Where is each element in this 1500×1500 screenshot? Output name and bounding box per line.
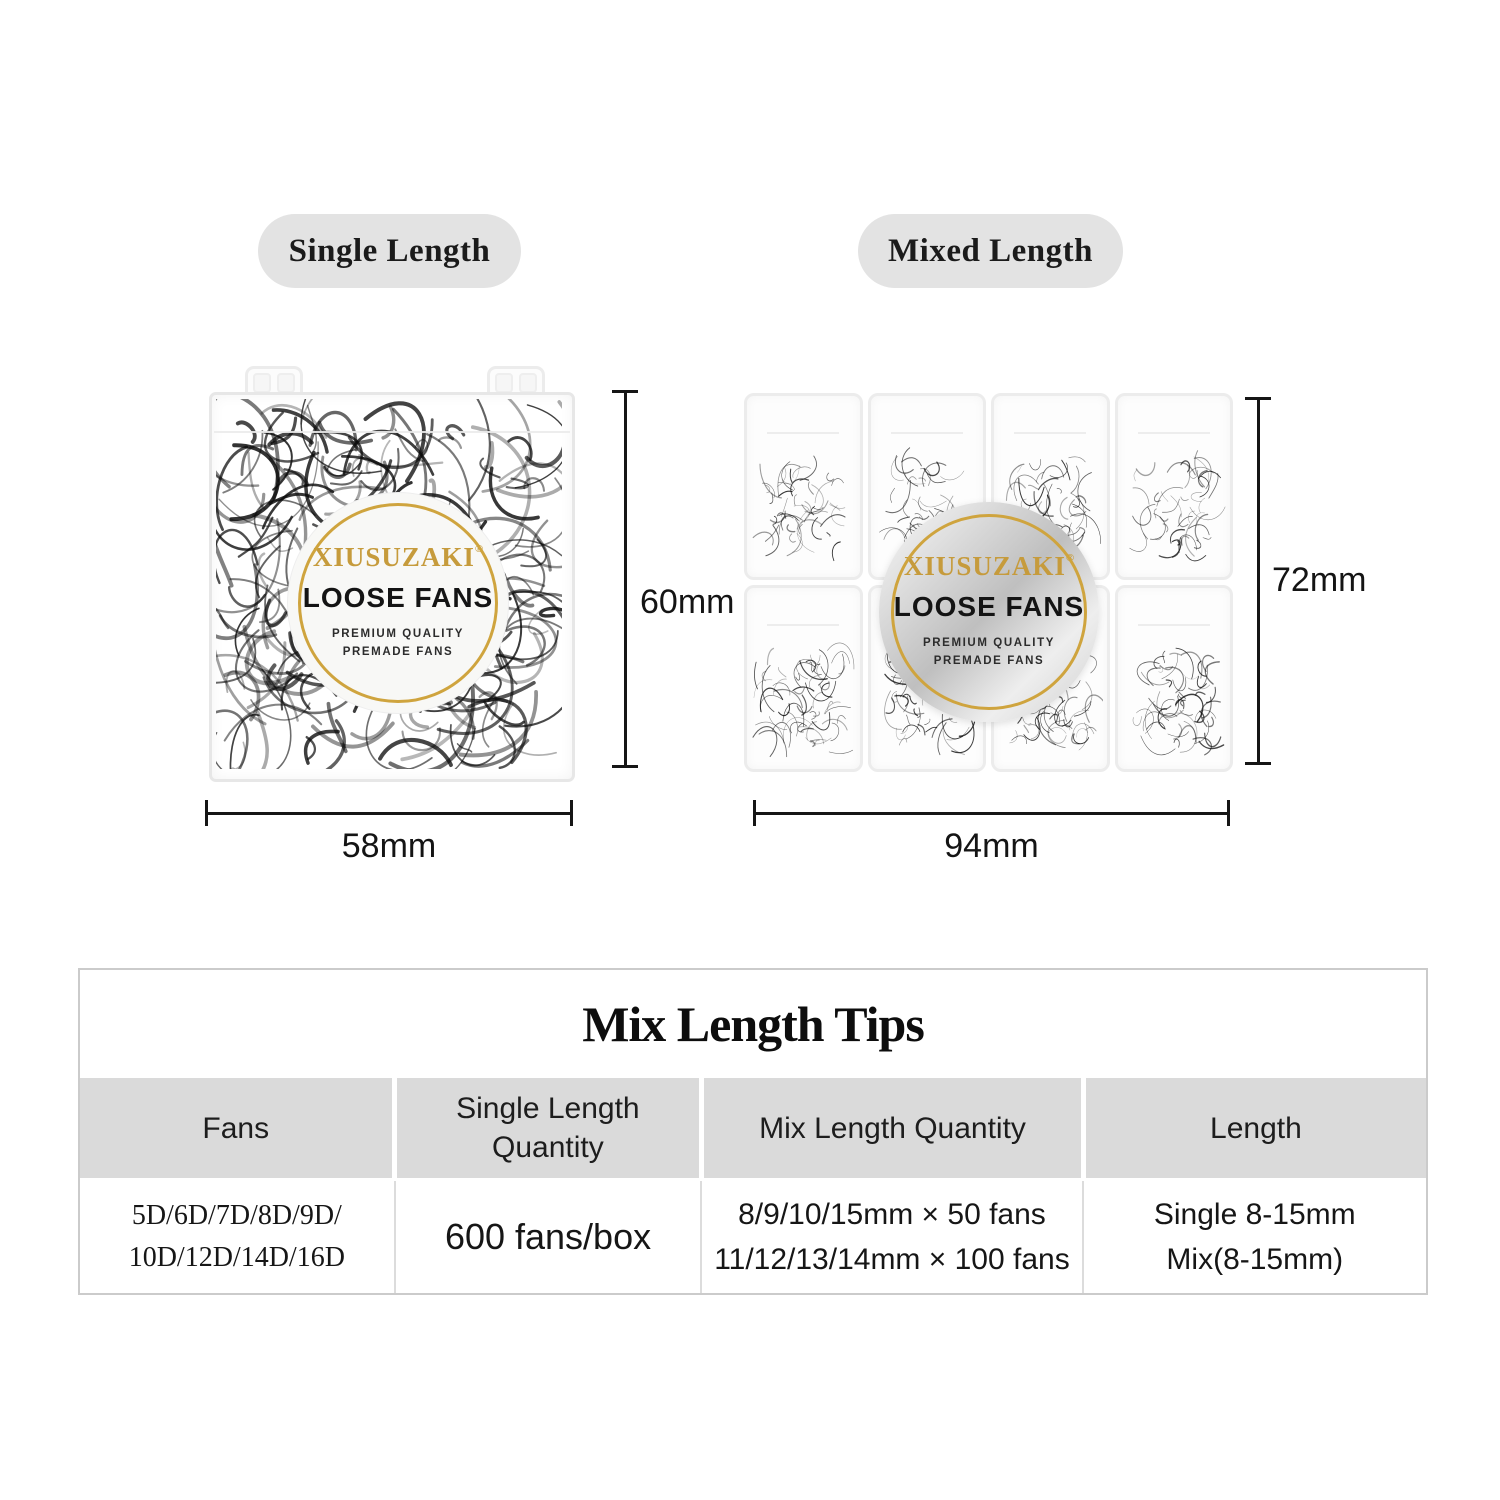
sticker-subtitle: PREMIUM QUALITY PREMADE FANS bbox=[332, 628, 464, 658]
cell-mix-length-quantity: 8/9/10/15mm × 50 fans 11/12/13/14mm × 100 fans bbox=[702, 1181, 1081, 1293]
mixed-length-badge-label: Mixed Length bbox=[888, 232, 1093, 269]
mixed-length-box bbox=[744, 393, 1233, 772]
lash-cluster bbox=[751, 635, 856, 762]
lash-cluster bbox=[1122, 635, 1227, 762]
header-single-length-quantity: Single Length Quantity bbox=[397, 1078, 700, 1178]
header-fans: Fans bbox=[80, 1078, 392, 1178]
height-dimension-label: 72mm bbox=[1272, 561, 1367, 599]
product-name: LOOSE FANS bbox=[302, 582, 494, 614]
height-dimension-line-60mm bbox=[612, 390, 638, 768]
lash-cluster bbox=[751, 443, 856, 570]
brand-name: XIUSUZAKI® bbox=[903, 551, 1075, 582]
lash-compartment bbox=[1115, 393, 1234, 580]
height-dimension-label: 60mm bbox=[640, 583, 735, 621]
product-name: LOOSE FANS bbox=[893, 591, 1085, 623]
registered-mark: ® bbox=[1065, 552, 1075, 565]
header-mix-length-quantity: Mix Length Quantity bbox=[704, 1078, 1081, 1178]
sticker-subtitle: PREMIUM QUALITY PREMADE FANS bbox=[923, 637, 1055, 667]
cell-length: Single 8-15mm Mix(8-15mm) bbox=[1084, 1181, 1426, 1293]
single-length-badge-label: Single Length bbox=[288, 232, 491, 269]
brand-sticker bbox=[879, 502, 1099, 722]
registered-mark: ® bbox=[474, 543, 484, 556]
box-lid-line bbox=[214, 431, 570, 433]
lash-compartment bbox=[744, 393, 863, 580]
cell-fans: 5D/6D/7D/8D/9D/ 10D/12D/14D/16D bbox=[80, 1181, 394, 1293]
table-header-row bbox=[80, 1078, 1426, 1178]
brand-sticker bbox=[288, 493, 508, 713]
table-title: Mix Length Tips bbox=[582, 996, 924, 1052]
width-dimension-label: 58mm bbox=[341, 827, 437, 865]
single-length-badge bbox=[258, 214, 521, 288]
lash-compartment bbox=[1115, 585, 1234, 772]
lash-cluster bbox=[1122, 443, 1227, 570]
spec-table bbox=[78, 968, 1428, 1295]
mixed-length-badge bbox=[858, 214, 1123, 288]
brand-name: XIUSUZAKI® bbox=[312, 542, 484, 573]
table-body-row bbox=[80, 1178, 1426, 1293]
width-dimension-line-58mm bbox=[205, 800, 573, 826]
single-box-body bbox=[209, 392, 575, 782]
lash-compartment bbox=[744, 585, 863, 772]
header-length: Length bbox=[1086, 1078, 1426, 1178]
height-dimension-line-72mm bbox=[1245, 397, 1271, 765]
width-dimension-line-94mm bbox=[753, 800, 1230, 826]
single-length-box bbox=[209, 366, 569, 776]
width-dimension-label: 94mm bbox=[944, 827, 1039, 865]
cell-single-length-quantity: 600 fans/box bbox=[396, 1181, 701, 1293]
